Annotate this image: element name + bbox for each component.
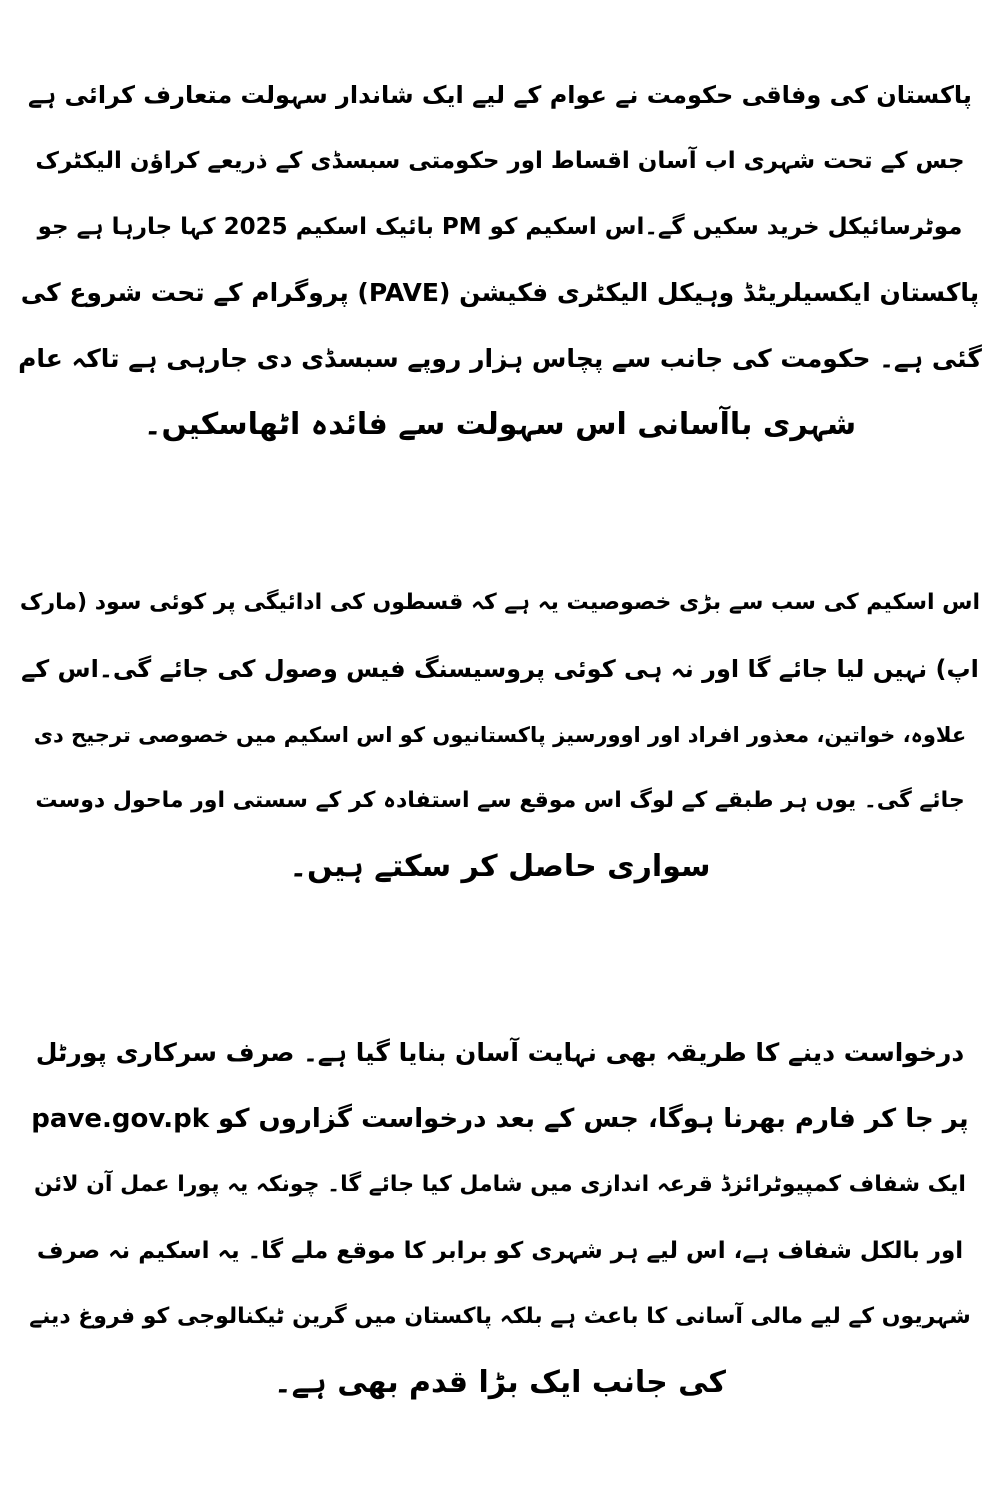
text-line: پاکستان ایکسیلریٹڈ وہیکل الیکٹری فکیشن (PAVE) پروگرام کے تحت شروع کی — [20, 278, 980, 307]
text-line: موٹرسائیکل خرید سکیں گے۔اس اسکیم کو PM بائیک اسکیم 2025 کہا جارہا ہے جو — [37, 214, 963, 240]
text-line: شہریوں کے لیے مالی آسانی کا باعث ہے بلکہ پاکستان میں گرین ٹیکنالوجی کو فروغ دینے — [29, 1304, 971, 1329]
text-line: pave.gov.pk پر جا کر فارم بھرنا ہوگا، جس کے بعد درخواست گزاروں کو — [31, 1104, 969, 1134]
text-line: پاکستان کی وفاقی حکومت نے عوام کے لیے ایک شاندار سہولت متعارف کرائی ہے — [28, 81, 972, 109]
text-line: سواری حاصل کر سکتے ہیں۔ — [289, 849, 711, 884]
text-line: علاوہ، خواتین، معذور افراد اور اوورسیز پاکستانیوں کو اس اسکیم میں خصوصی ترجیح دی — [33, 723, 967, 747]
text-line: ایک شفاف کمپیوٹرائزڈ قرعہ اندازی میں شامل کیا جائے گا۔ چونکہ یہ پورا عمل آن لائن — [34, 1172, 966, 1197]
text-line: درخواست دینے کا طریقہ بھی نہایت آسان بنایا گیا ہے۔ صرف سرکاری پورٹل — [35, 1038, 965, 1067]
text-line: گئی ہے۔ حکومت کی جانب سے پچاس ہزار روپے سبسڈی دی جارہی ہے تاکہ عام — [18, 344, 982, 373]
text-line: اور بالکل شفاف ہے، اس لیے ہر شہری کو برابر کا موقع ملے گا۔ یہ اسکیم نہ صرف — [36, 1238, 964, 1264]
text-line: شہری باآسانی اس سہولت سے فائدہ اٹھاسکیں۔ — [143, 407, 857, 442]
paragraph-features — [18, 570, 982, 900]
text-line: اس اسکیم کی سب سے بڑی خصوصیت یہ ہے کہ قسطوں کی ادائیگی پر کوئی سود (مارک — [19, 590, 981, 615]
paragraph-introduction — [18, 62, 982, 458]
text-line: اپ) نہیں لیا جائے گا اور نہ ہی کوئی پروسیسنگ فیس وصول کی جائے گی۔اس کے — [21, 655, 979, 683]
text-line: جس کے تحت شہری اب آسان اقساط اور حکومتی سبسڈی کے ذریعے کراؤن الیکٹرک — [35, 148, 965, 174]
text-line: جائے گی۔ یوں ہر طبقے کے لوگ اس موقع سے استفادہ کر کے سستی اور ماحول دوست — [35, 788, 965, 813]
text-line: کی جانب ایک بڑا قدم بھی ہے۔ — [274, 1365, 726, 1400]
paragraph-application-process — [18, 1020, 982, 1416]
